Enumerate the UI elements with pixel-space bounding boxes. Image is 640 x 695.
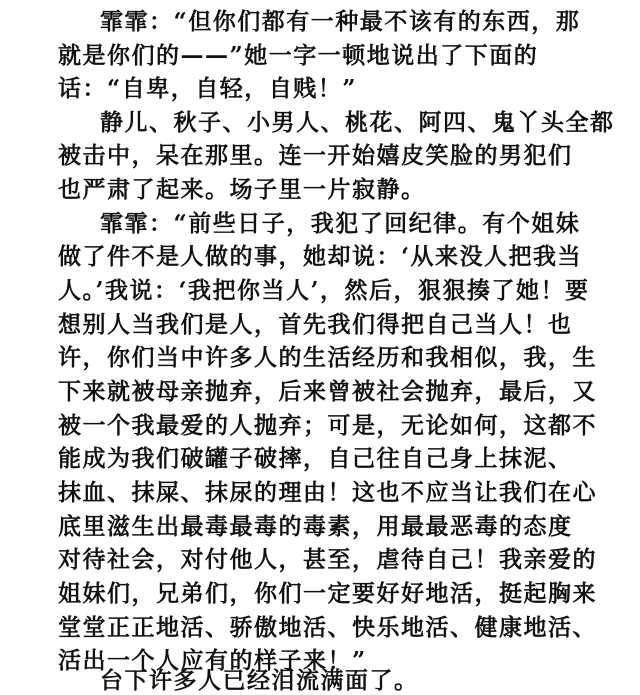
text-line: 堂堂正正地活、骄傲地活、快乐地活、健康地活、 — [58, 614, 597, 641]
text-line: 做了件不是人做的事，她却说：‘从来没人把我当 — [58, 243, 583, 270]
text-line: 人。’我说：‘我把你当人’，然后，狠狠揍了她！要 — [58, 277, 590, 304]
text-line: 台下许多人已经泪流满面了。 — [100, 667, 419, 694]
text-line: 下来就被母亲抛弃，后来曾被社会抛弃，最后，又 — [58, 378, 597, 405]
text-line: 抹血、抹屎、抹尿的理由！这也不应当让我们在心 — [58, 479, 597, 506]
text-line: 活出一个人应有的样子来！” — [58, 647, 367, 674]
text-line: 底里滋生出最毒最毒的毒素，用最最恶毒的态度 — [58, 513, 573, 540]
text-line: 霏霏：“但你们都有一种最不该有的东西，那 — [100, 8, 581, 35]
text-line: 静儿、秋子、小男人、桃花、阿四、鬼丫头全都 — [100, 109, 615, 136]
text-line: 对待社会，对付他人，甚至，虐待自己！我亲爱的 — [58, 546, 597, 573]
text-line: 许，你们当中许多人的生活经历和我相似，我，生 — [58, 344, 597, 371]
text-line: 姐妹们，兄弟们，你们一定要好好地活，挺起胸来 — [58, 580, 597, 607]
text-line: 就是你们的——”她一字一顿地说出了下面的 — [58, 42, 539, 69]
text-line: 话：“自卑，自轻，自贱！” — [58, 75, 357, 102]
text-line: 霏霏：“前些日子，我犯了回纪律。有个姐妹 — [100, 210, 581, 237]
text-line: 能成为我们破罐子破摔，自己往自己身上抹泥、 — [58, 445, 573, 472]
text-line: 想别人当我们是人，首先我们得把自己当人！也 — [58, 311, 573, 338]
text-line: 被击中，呆在那里。连一开始嬉皮笑脸的男犯们 — [58, 142, 573, 169]
text-line: 被一个我最爱的人抛弃；可是，无论如何，这都不 — [58, 412, 597, 439]
text-line: 也严肃了起来。场子里一片寂静。 — [58, 176, 426, 203]
